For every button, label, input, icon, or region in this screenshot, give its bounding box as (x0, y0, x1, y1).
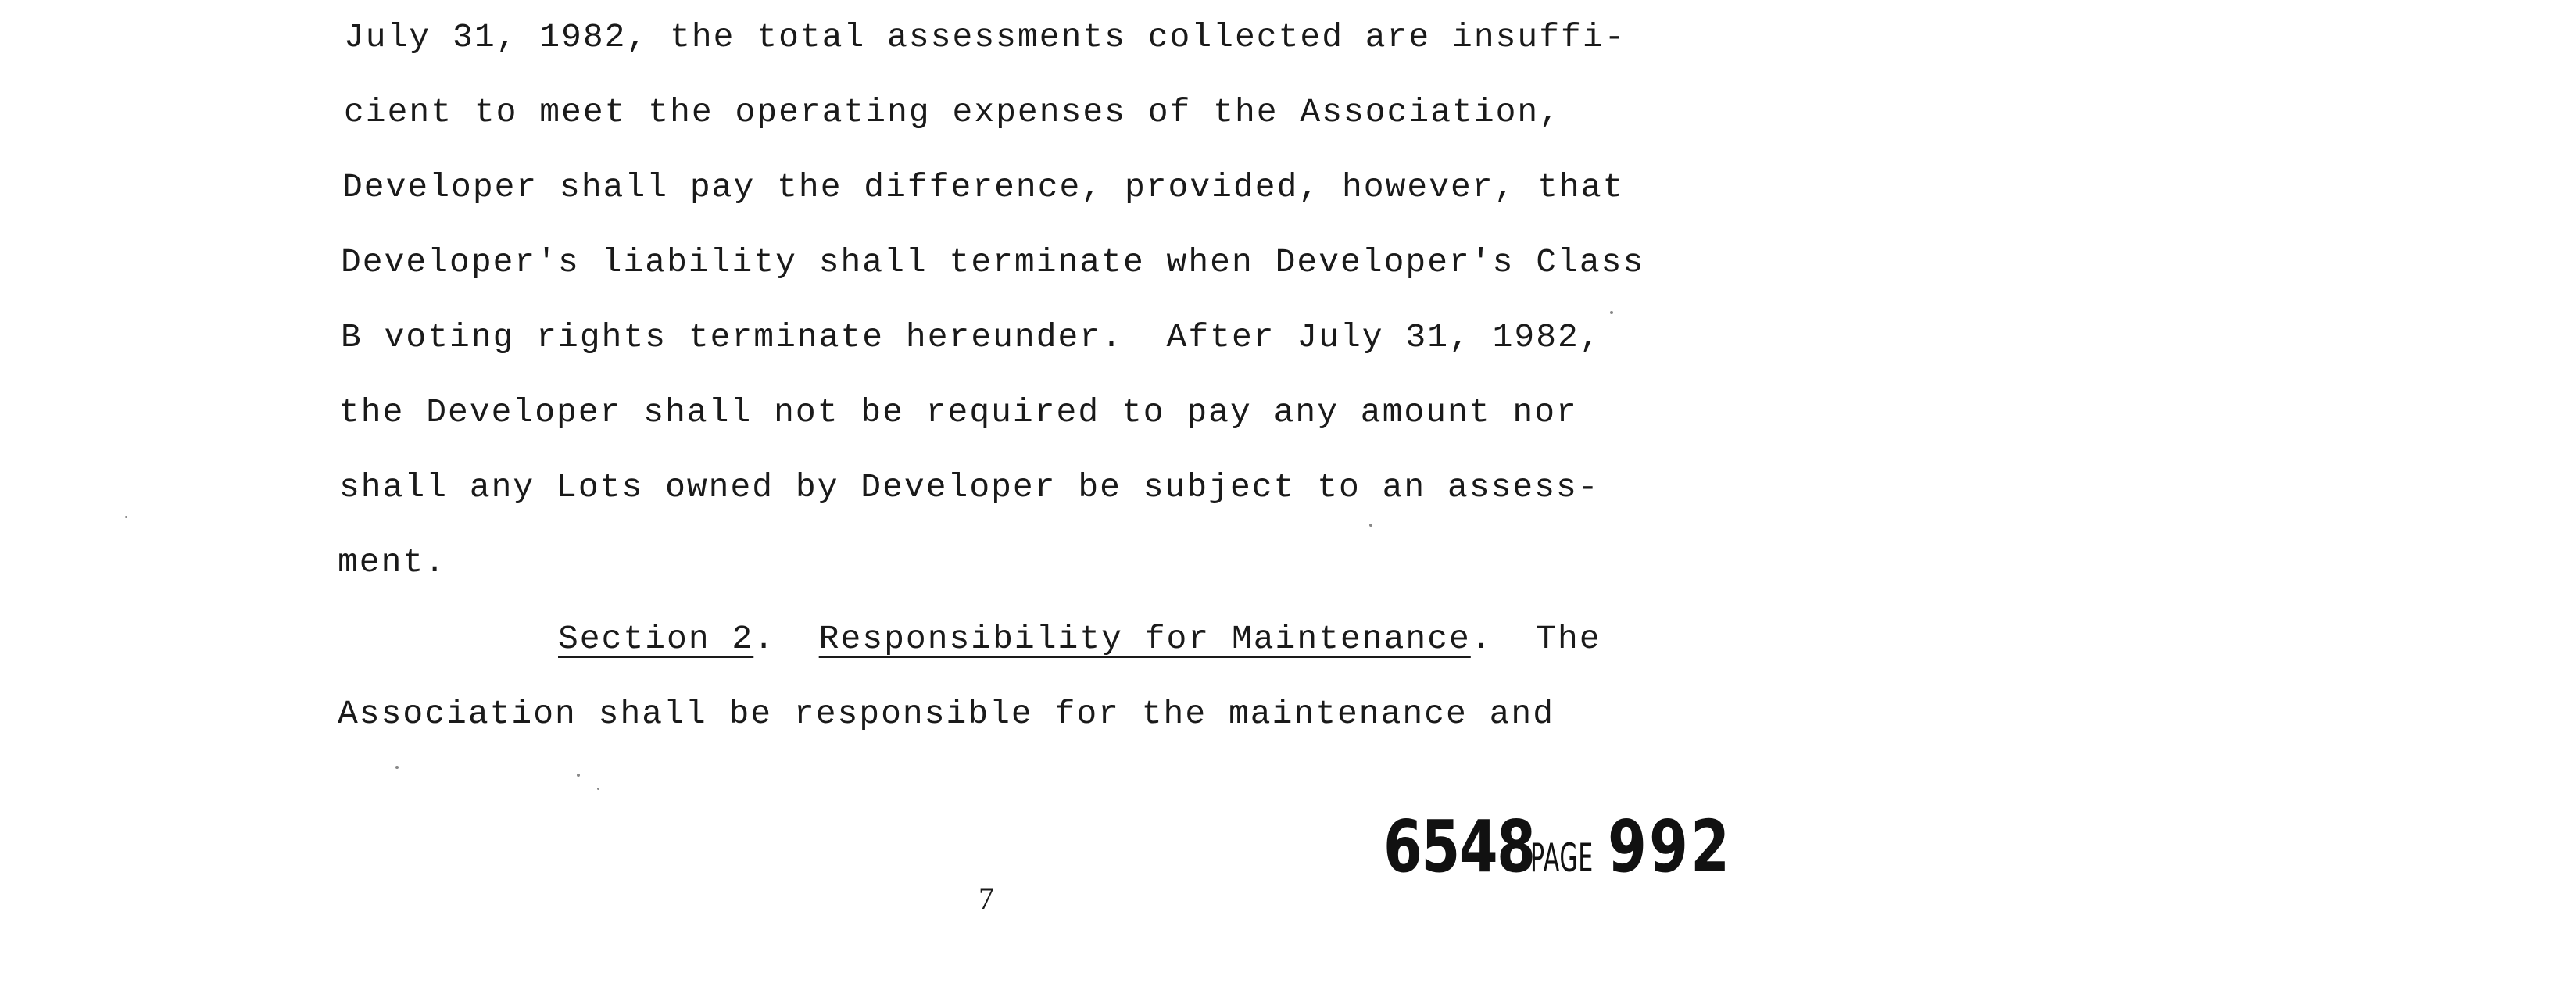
body-line-2: cient to meet the operating expenses of the Association, (344, 93, 1562, 131)
scan-speck (125, 516, 127, 518)
section-heading-line (558, 622, 1601, 656)
section-separator: . (753, 620, 819, 658)
scan-speck (1369, 524, 1372, 527)
body-line-1: July 31, 1982, the total assessments collected are insuffi- (344, 18, 1626, 56)
section-number: Section 2 (558, 620, 754, 658)
stamp-page-label: PAGE (1530, 835, 1594, 881)
body-line-3: Developer shall pay the difference, provided, however, that (342, 168, 1625, 206)
body-line-7: shall any Lots owned by Developer be subject to an assess- (339, 468, 1600, 506)
body-line-4: Developer's liability shall terminate when Developer's Class (341, 243, 1645, 281)
stamp-page-number: 992 (1607, 805, 1732, 889)
section-continuation-line: Association shall be responsible for the maintenance and (338, 695, 1555, 733)
body-line-6: the Developer shall not be required to pay any amount nor (339, 393, 1578, 431)
section-heading-tail: . The (1470, 620, 1601, 658)
page-number: 7 (979, 881, 994, 916)
scan-speck (1610, 311, 1613, 314)
scan-speck (597, 788, 599, 790)
scan-speck (395, 766, 399, 769)
scan-speck (577, 774, 580, 777)
body-line-5: B voting rights terminate hereunder. After July 31, 1982, (341, 318, 1601, 356)
body-line-8: ment. (338, 543, 447, 581)
section-title: Responsibility for Maintenance (818, 620, 1471, 658)
recording-stamp (1383, 805, 1767, 889)
stamp-book-number: 6548 (1383, 805, 1535, 889)
